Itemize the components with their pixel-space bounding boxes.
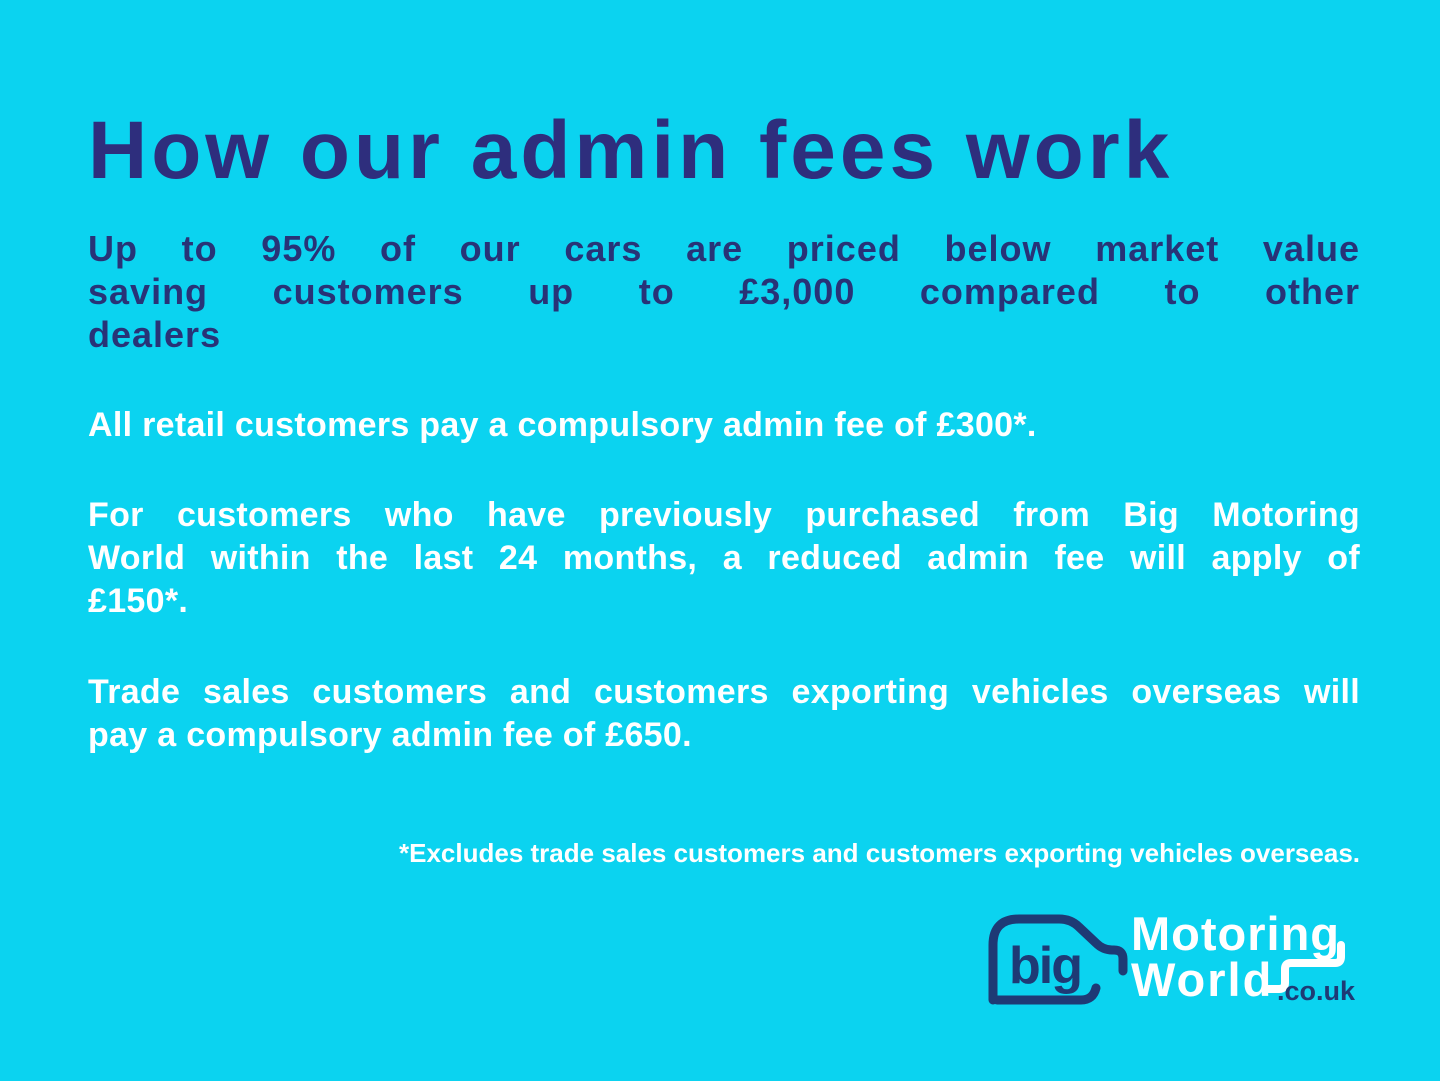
paragraph-returning-customer-fee: [88, 494, 1360, 623]
page-title: How our admin fees work: [88, 105, 1174, 196]
subtitle-line: Up to 95% of our cars are priced below market value: [88, 228, 1360, 269]
paragraph-line: All retail customers pay a compulsory admin fee of £300*.: [88, 406, 1037, 444]
logo-big-text: big: [1009, 937, 1081, 995]
logo-world-text: World: [1131, 953, 1274, 1006]
paragraph-trade-export-fee: [88, 671, 1360, 757]
logo-motoring-text: Motoring: [1131, 907, 1340, 960]
big-motoring-world-logo: [983, 903, 1363, 1011]
subtitle-line: dealers: [88, 314, 222, 355]
logo-couk-text: .co.uk: [1277, 976, 1356, 1006]
footnote: *Excludes trade sales customers and customers exporting vehicles overseas.: [399, 838, 1360, 868]
paragraph-line: pay a compulsory admin fee of £650.: [88, 716, 692, 754]
paragraph-line: World within the last 24 months, a reduced admin fee will apply of: [88, 539, 1360, 577]
paragraph-retail-admin-fee: [88, 404, 1360, 447]
subtitle: [88, 227, 1360, 356]
paragraph-line: £150*.: [88, 582, 189, 620]
paragraph-line: For customers who have previously purchased from Big Motoring: [88, 496, 1360, 534]
paragraph-line: Trade sales customers and customers exporting vehicles overseas will: [88, 673, 1360, 711]
subtitle-line: saving customers up to £3,000 compared to other: [88, 271, 1360, 312]
